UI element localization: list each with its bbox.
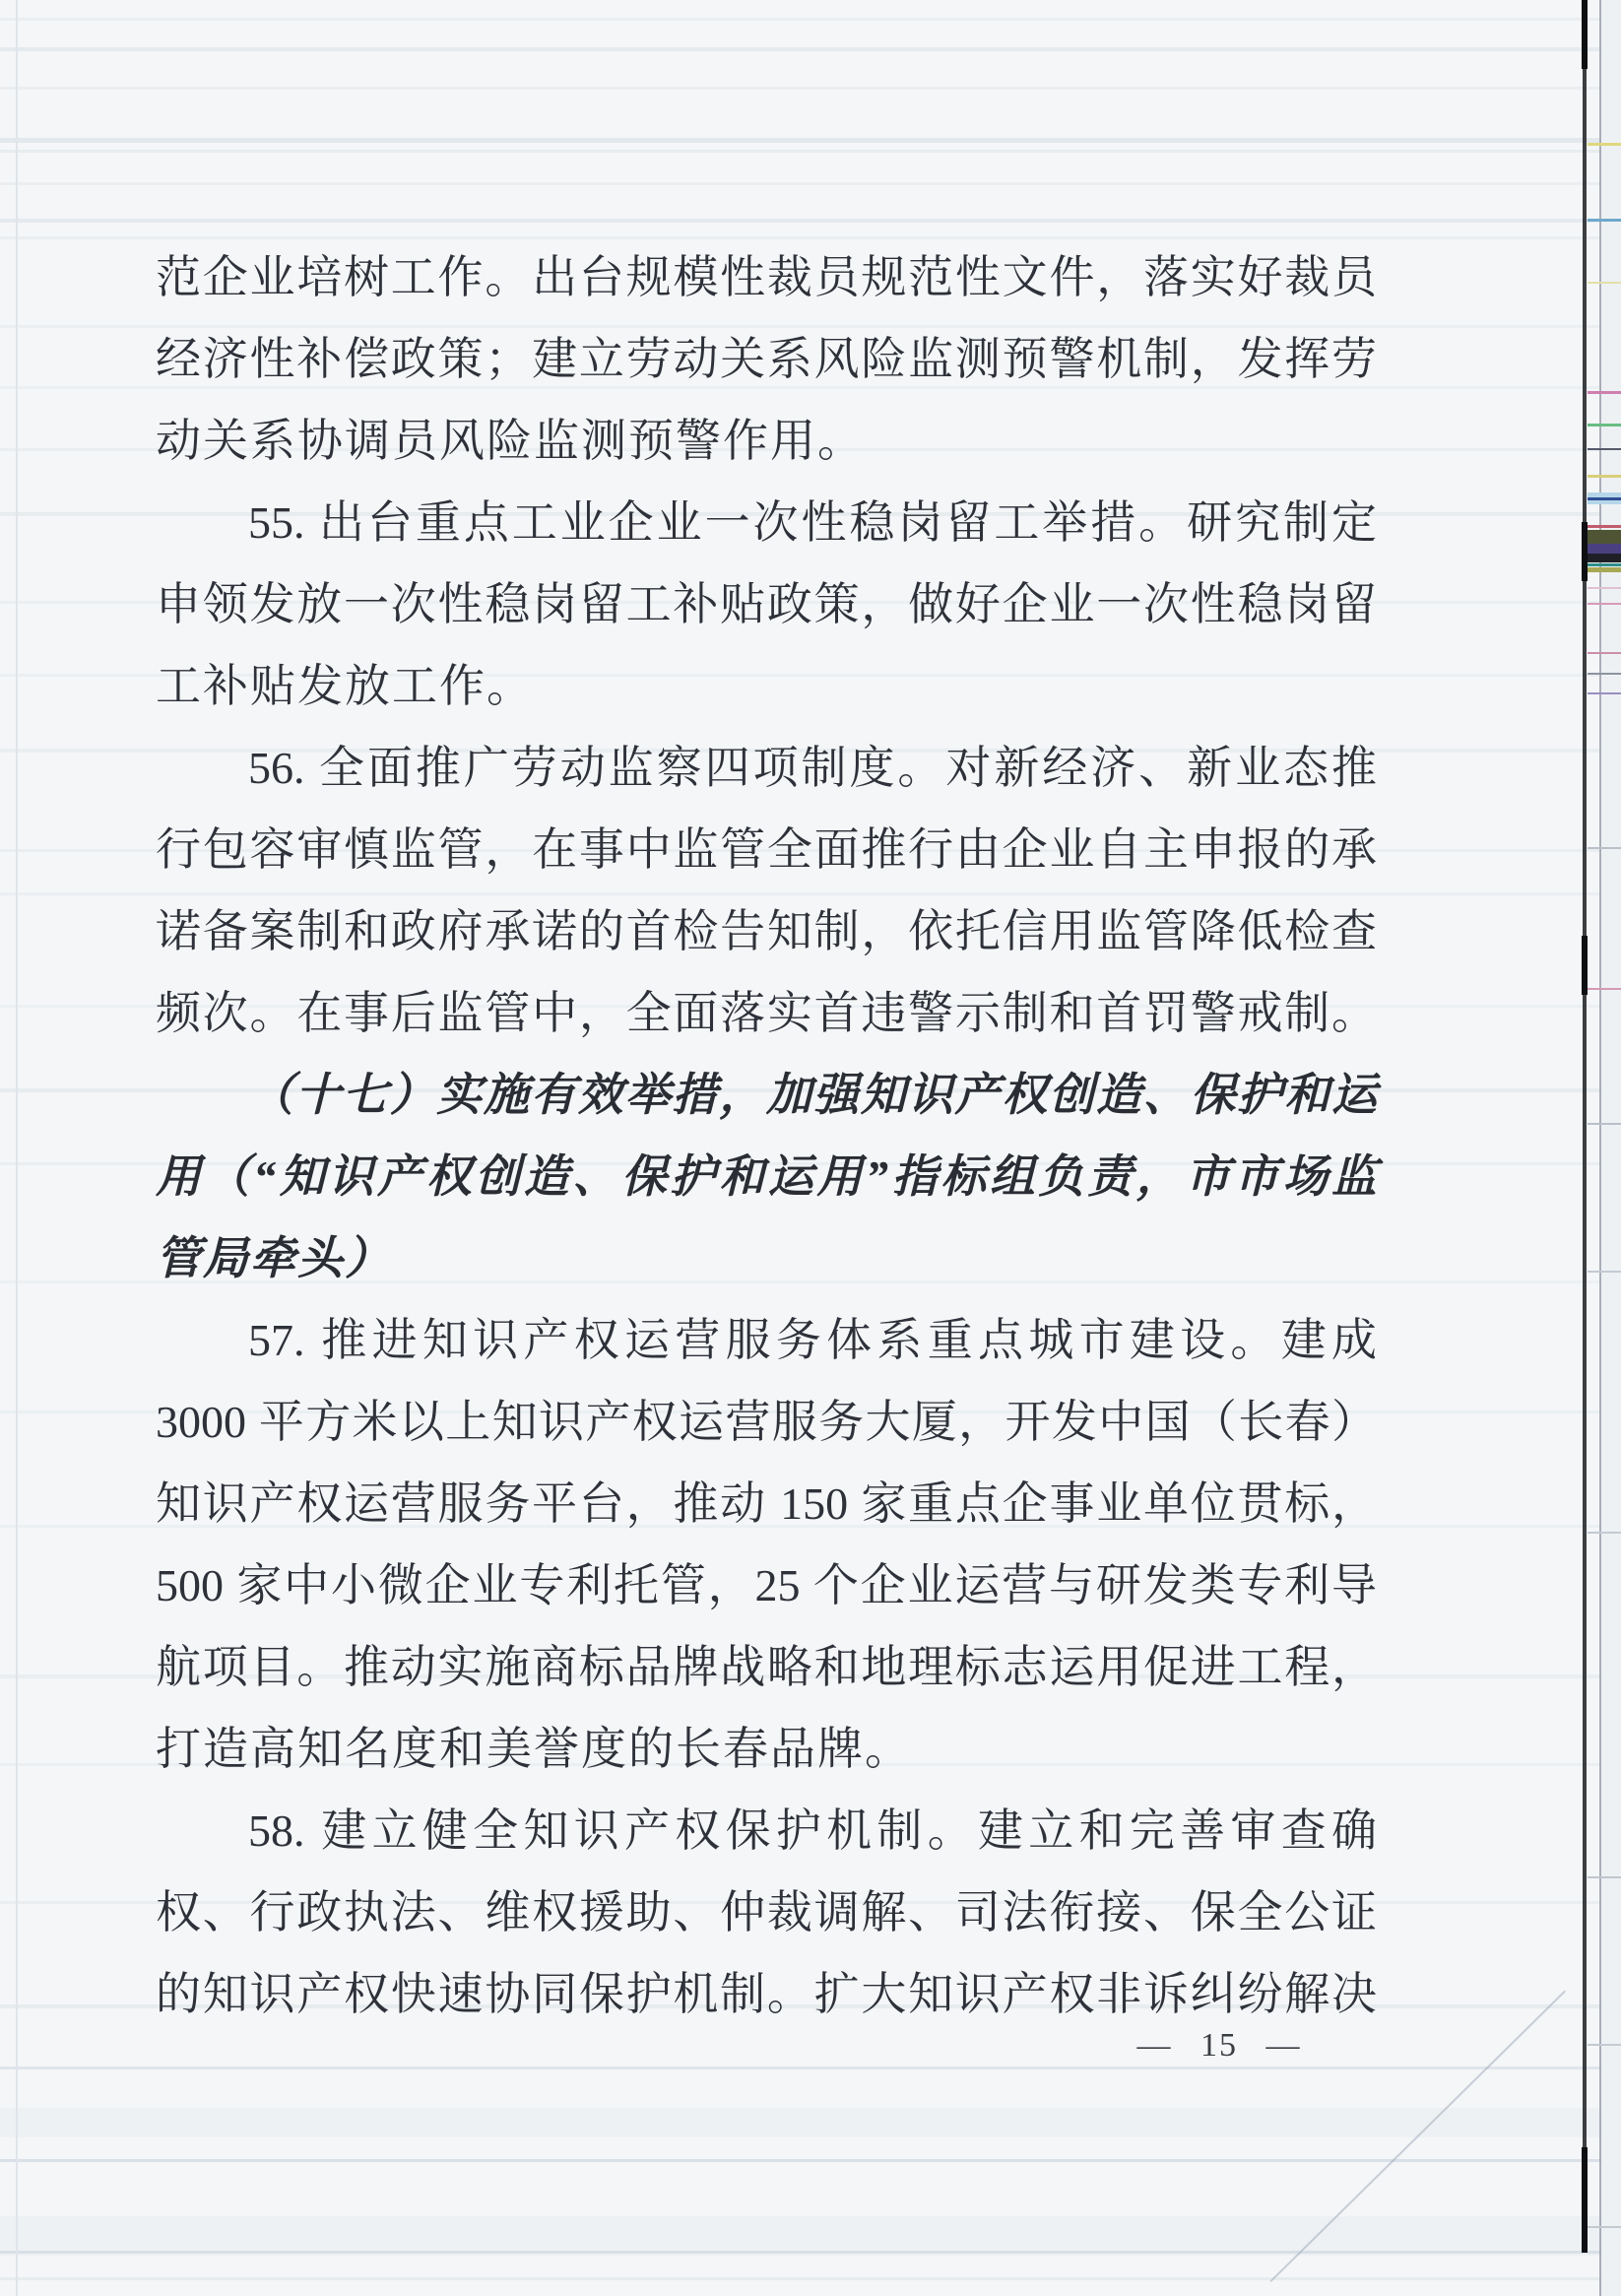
scan-band	[0, 2216, 1621, 2256]
text-line: 航项目。推动实施商标品牌战略和地理标志运用促进工程，	[156, 1642, 1377, 1692]
left-page-edge-line	[16, 0, 18, 2296]
scan-page-edge-line-secondary	[1599, 0, 1601, 2296]
scan-band	[0, 18, 1621, 21]
scan-page-edge-line	[1583, 0, 1587, 2253]
scan-band	[0, 2108, 1621, 2137]
text-line: 知识产权运营服务平台，推动 150 家重点企事业单位贯标，	[156, 1478, 1377, 1529]
text-line: （十七）实施有效举措，加强知识产权创造、保护和运	[248, 1070, 1377, 1120]
text-line: 频次。在事后监管中，全面落实首违警示制和首罚警戒制。	[156, 988, 1377, 1038]
edge-dark-segment	[1582, 936, 1588, 995]
page-number: — 15 —	[1136, 2027, 1302, 2064]
text-line: 经济性补偿政策；建立劳动关系风险监测预警机制，发挥劳	[156, 334, 1377, 384]
text-line: 用（“知识产权创造、保护和运用”指标组负责，市市场监	[156, 1151, 1377, 1202]
edge-dark-segment	[1582, 2147, 1588, 2253]
edge-dark-segment	[1582, 522, 1588, 581]
text-line: 工补贴发放工作。	[156, 661, 534, 711]
scan-band	[0, 138, 1621, 143]
scan-band	[0, 87, 1621, 90]
text-line: 56. 全面推广劳动监察四项制度。对新经济、新业态推	[248, 743, 1377, 793]
text-line: 打造高知名度和美誉度的长春品牌。	[156, 1724, 912, 1774]
scan-band	[0, 2251, 1621, 2254]
text-line: 行包容审慎监管，在事中监管全面推行由企业自主申报的承	[156, 824, 1377, 875]
text-line: 的知识产权快速协同保护机制。扩大知识产权非诉纠纷解决	[156, 1969, 1377, 2019]
text-line: 诺备案制和政府承诺的首检告知制，依托信用监管降低检查	[156, 906, 1377, 956]
text-line: 58. 建立健全知识产权保护机制。建立和完善审查确	[248, 1805, 1377, 1856]
scan-band	[0, 2277, 1621, 2280]
text-line: 管局牵头）	[156, 1233, 392, 1283]
scan-band	[0, 2159, 1621, 2162]
scan-right-margin-strip	[1601, 0, 1621, 2296]
text-line: 申领发放一次性稳岗留工补贴政策，做好企业一次性稳岗留	[156, 579, 1377, 629]
text-line: 57. 推进知识产权运营服务体系重点城市建设。建成	[248, 1315, 1377, 1365]
scan-band	[0, 219, 1621, 223]
scan-band	[0, 182, 1621, 185]
text-line: 范企业培树工作。出台规模性裁员规范性文件，落实好裁员	[156, 252, 1377, 302]
text-line: 动关系协调员风险监测预警作用。	[156, 416, 865, 466]
document-body-text	[156, 236, 1377, 2035]
text-line: 55. 出台重点工业企业一次性稳岗留工举措。研究制定	[248, 497, 1377, 548]
scan-band	[0, 150, 1621, 153]
text-line: 权、行政执法、维权援助、仲裁调解、司法衔接、保全公证	[156, 1887, 1377, 1937]
scan-band	[0, 2066, 1621, 2069]
text-line: 500 家中小微企业专利托管，25 个企业运营与研发类专利导	[156, 1560, 1377, 1610]
scan-band	[0, 47, 1621, 51]
edge-dark-segment	[1582, 0, 1588, 69]
text-line: 3000 平方米以上知识产权运营服务大厦，开发中国（长春）	[156, 1397, 1377, 1447]
